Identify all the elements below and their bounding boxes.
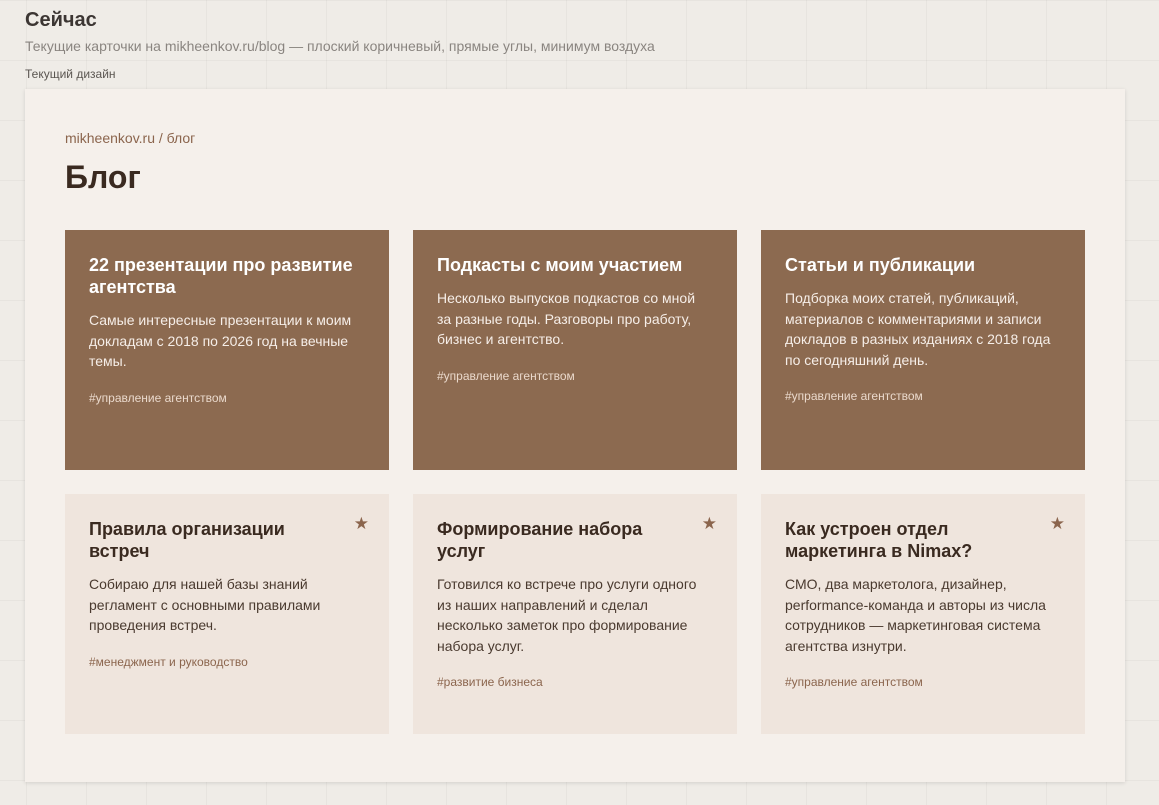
star-icon: ★ (1049, 514, 1065, 533)
blog-heading: Блог (65, 159, 141, 195)
blog-card-meeting-rules[interactable] (65, 494, 389, 734)
card-description: СМО, два маркетолога, дизайнер, performance-команда и авторы из числа сотрудников — маркетинговая система агентства изнутри. (785, 576, 1046, 654)
blog-card-services[interactable] (413, 494, 737, 734)
design-preview-panel (25, 89, 1125, 782)
card-description: Готовился ко встрече про услуги одного из наших направлений и сделал несколько заметок про формирование набора услуг. (437, 576, 697, 654)
star-icon: ★ (353, 514, 369, 533)
card-description: Несколько выпусков подкастов со мной за разные годы. Разговоры про работу, бизнес и агентство. (437, 290, 696, 347)
card-description: Подборка моих статей, публикаций, материалов с комментариями и записи докладов в разных изданиях с 2018 года по сегодняшний день. (785, 290, 1051, 368)
card-tag[interactable]: #управление агентством (785, 389, 923, 403)
page-subtitle: Текущие карточки на mikheenkov.ru/blog — плоский коричневый, прямые углы, минимум воздуха (25, 38, 655, 54)
card-tag[interactable]: #управление агентством (785, 675, 923, 689)
blog-card-marketing-nimax[interactable] (761, 494, 1085, 734)
card-title: Формирование набора услуг (437, 519, 643, 561)
blog-card-podcasts[interactable] (413, 230, 737, 470)
card-title: 22 презентации про развитие агентства (89, 255, 353, 297)
card-tag[interactable]: #управление агентством (437, 368, 575, 383)
blog-card-articles[interactable] (761, 230, 1085, 470)
breadcrumb[interactable]: mikheenkov.ru / блог (65, 130, 196, 146)
card-description: Собираю для нашей базы знаний регламент с основными правилами проведения встреч. (89, 576, 321, 633)
card-title: Подкасты с моим участием (437, 255, 683, 275)
card-tag[interactable]: #менеджмент и руководство (89, 654, 248, 669)
card-tag[interactable]: #развитие бизнеса (437, 675, 543, 689)
card-tag[interactable]: #управление агентством (89, 390, 227, 405)
page-header (25, 8, 655, 55)
card-title: Как устроен отдел маркетинга в Nimax? (785, 519, 973, 561)
card-description: Самые интересные презентации к моим докладам с 2018 по 2026 год на вечные темы. (89, 312, 352, 369)
card-title: Статьи и публикации (785, 255, 976, 275)
page-title: Сейчас (25, 9, 97, 31)
card-title: Правила организации встреч (89, 519, 285, 561)
star-icon: ★ (701, 514, 717, 533)
blog-card-presentations[interactable] (65, 230, 389, 470)
card-grid (65, 230, 1085, 734)
section-label: Текущий дизайн (25, 67, 116, 81)
